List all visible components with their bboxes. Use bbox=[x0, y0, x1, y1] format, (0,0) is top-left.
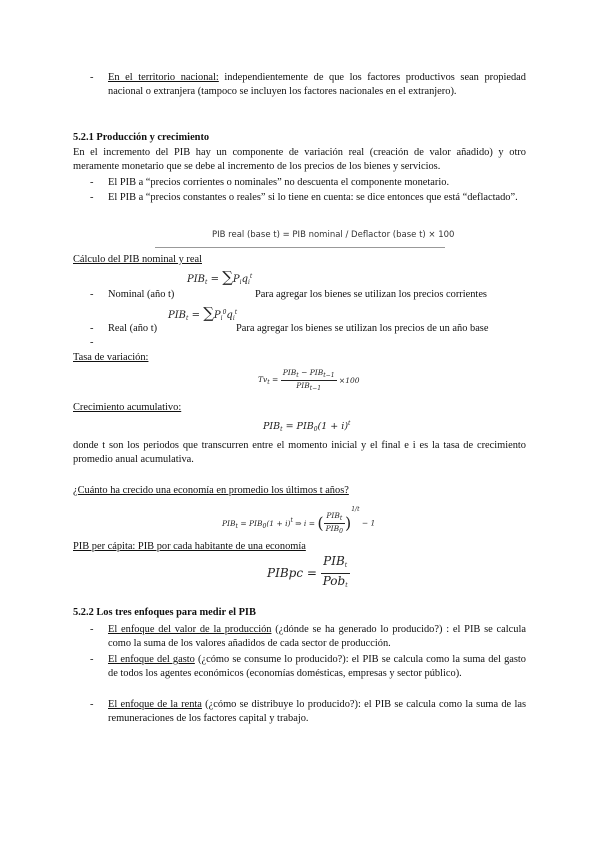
calculo-title: Cálculo del PIB nominal y real bbox=[73, 254, 202, 265]
bullet-marker: - bbox=[90, 654, 94, 665]
cuanto-formula: $PIB_t = PIB_0(1 + i)^t$ ⇒ i = ( $\frac{PIB_t}{PIB_0}$ )$^{1/t}$ − 1 bbox=[222, 506, 376, 535]
enfoque-renta-question: (¿cómo se distribuye lo producido?) bbox=[201, 699, 358, 710]
crecimiento-paragraph: donde t son los periodos que transcurren entre el momento inicial y el final e i es la tasa de crecimiento promedio anual acumulativa. bbox=[73, 440, 526, 466]
enfoque-produccion-text: : el PIB se calcula como la suma de los valores añadidos de cada sector de producción. bbox=[108, 624, 526, 650]
enfoque-gasto-text: : el PIB se calcula como la suma del gasto de todos los agentes económicos (economías domésticas, empresas y sector público). bbox=[108, 654, 526, 680]
bullet-marker-empty: - bbox=[90, 337, 94, 348]
bullet-marker: - bbox=[90, 192, 94, 203]
bullet-real-text: El PIB a “precios constantes o reales” si lo tiene en cuenta: se dice entonces que está “deflactado”. bbox=[108, 192, 518, 203]
enfoque-renta-label: El enfoque de la renta bbox=[108, 699, 202, 710]
enfoque-gasto-label: El enfoque del gasto bbox=[108, 654, 195, 665]
per-capita-formula: PIBpc = $\frac{PIB_t}{Pob_t}$ bbox=[267, 554, 348, 589]
formula-divider bbox=[155, 247, 445, 248]
enfoque-renta bbox=[108, 698, 526, 727]
real-formula: $PIB_t = \sum P_i^0q_i^t$ bbox=[168, 304, 238, 322]
tasa-formula: $Tv_t$ = $\frac{PIB_t - PIB_{t-1}}{PIB_{t-1}}$ ×100 bbox=[258, 368, 360, 392]
bullet-marker: - bbox=[90, 699, 94, 710]
enfoque-produccion bbox=[108, 623, 526, 652]
crecimiento-formula: $PIB_t = PIB_0(1 + i)^t$ bbox=[263, 420, 351, 433]
nominal-formula: $PIB_t = \sum P_iq_i^t$ bbox=[187, 268, 253, 286]
bullet-marker: - bbox=[90, 624, 94, 635]
enfoque-produccion-question: (¿dónde se ha generado lo producido?) bbox=[271, 624, 443, 635]
bullet-marker: - bbox=[90, 177, 94, 188]
bullet-nominal-text: El PIB a “precios corrientes o nominales” no descuenta el componente monetario. bbox=[108, 177, 450, 188]
cuanto-title: ¿Cuánto ha crecido una economía en promedio los últimos t años? bbox=[73, 485, 349, 496]
deflator-formula: PIB real (base t) = PIB nominal / Deflactor (base t) × 100 bbox=[212, 230, 455, 240]
section-521-paragraph: En el incremento del PIB hay un componente de variación real (creación de valor añadido) y otro meramente monetario que se debe al incremento de los precios de los bienes y servicios. bbox=[73, 147, 526, 173]
intro-underlined: En el territorio nacional: bbox=[108, 72, 219, 83]
enfoque-produccion-label: El enfoque del valor de la producción bbox=[108, 624, 272, 635]
enfoque-renta-text: : el PIB se calcula como la suma de las remuneraciones de los factores capital y trabajo. bbox=[108, 699, 526, 725]
crecimiento-title: Crecimiento acumulativo: bbox=[73, 402, 182, 413]
per-capita-title: PIB per cápita: PIB por cada habitante de una economía bbox=[73, 541, 306, 552]
nominal-description: Para agregar los bienes se utilizan los precios corrientes bbox=[255, 289, 487, 300]
section-521-heading: 5.2.1 Producción y crecimiento bbox=[73, 132, 210, 143]
intro-text: independientemente de que los factores productivos sean propiedad nacional o extranjera (tampoco se incluyen los factores nacionales en el extranjero). bbox=[108, 72, 526, 98]
tasa-title: Tasa de variación: bbox=[73, 352, 149, 363]
intro-bullet-text bbox=[108, 71, 526, 100]
bullet-marker: - bbox=[90, 289, 94, 300]
bullet-marker: - bbox=[90, 72, 94, 83]
real-label: Real (año t) bbox=[108, 323, 158, 334]
real-description: Para agregar los bienes se utilizan los precios de un año base bbox=[236, 323, 489, 334]
nominal-label: Nominal (año t) bbox=[108, 289, 175, 300]
bullet-marker: - bbox=[90, 323, 94, 334]
enfoque-gasto bbox=[108, 653, 526, 682]
enfoque-gasto-question: (¿cómo se consume lo producido?) bbox=[194, 654, 346, 665]
section-522-heading: 5.2.2 Los tres enfoques para medir el PIB bbox=[73, 607, 256, 618]
